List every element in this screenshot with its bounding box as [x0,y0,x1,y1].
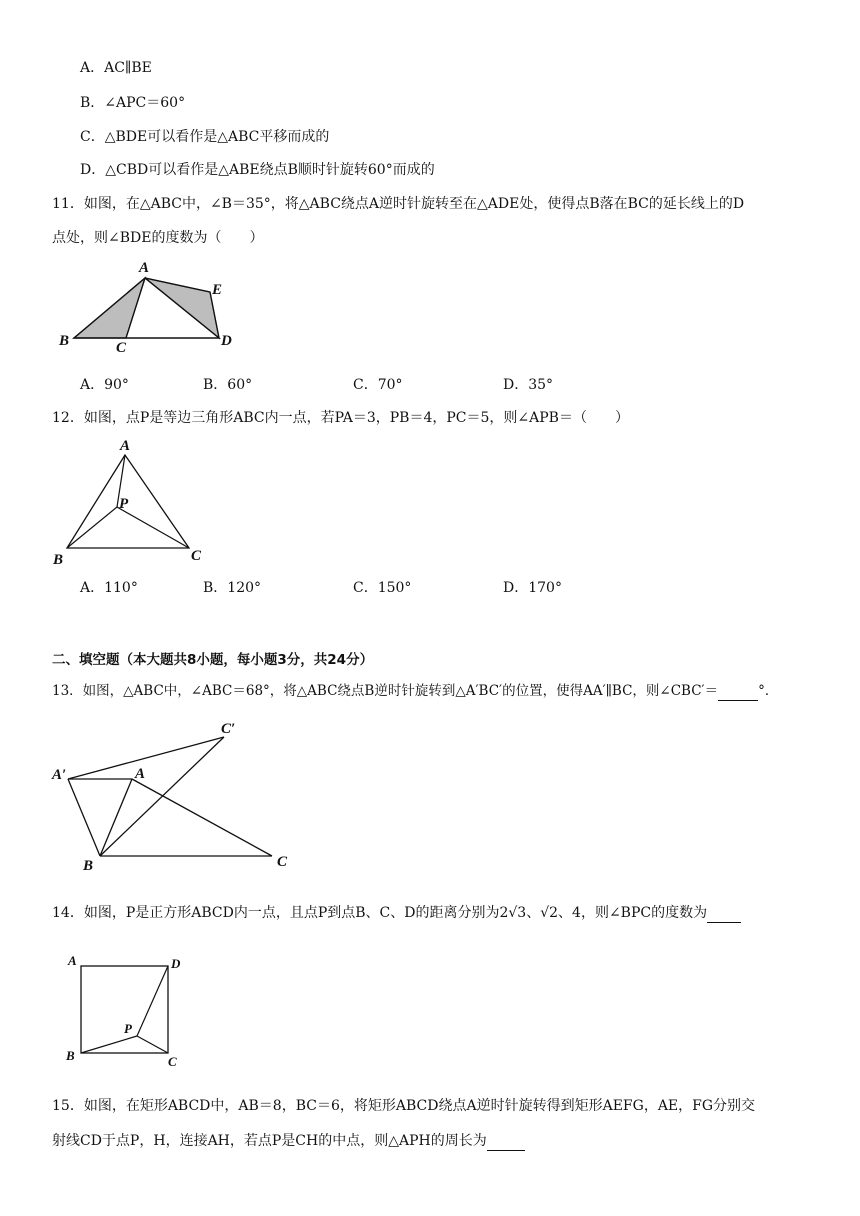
q13-label-a: A [135,766,146,782]
q14-label-d: D [171,956,181,971]
section-heading: 二、填空题（本大题共8小题，每小题3分，共24分） [52,652,374,668]
q15-text-line1: 15．如图，在矩形ABCD中，AB＝8，BC＝6，将矩形ABCD绕点A逆时针旋转得到矩形AEFG，AE，FG分别交 [52,1098,756,1114]
q12-option-b: B．120° [203,580,262,596]
q13-label-c: C [277,854,288,870]
q12-option-a: A．110° [80,580,138,596]
q15-text-line2-body: 射线CD于点P，H，连接AH，若点P是CH的中点，则△APH的周长为 [52,1133,487,1149]
q15-text-line2 [52,1130,525,1151]
q10-option-d: D．△CBD可以看作是△ABE绕点B顺时针旋转60°而成的 [80,162,435,178]
q13-label-c-prime: C′ [221,721,236,737]
q11-label-a: A [139,260,150,276]
q12-option-d: D．170° [503,580,562,596]
q15-answer-blank[interactable] [487,1130,525,1151]
q12-label-c: C [191,548,202,564]
q12-label-p: P [119,496,129,512]
q11-label-b: B [59,333,70,349]
q13-label-b: B [83,858,94,874]
q10-option-c: C．△BDE可以看作是△ABC平移而成的 [80,129,330,145]
q12-text: 12．如图，点P是等边三角形ABC内一点，若PA＝3，PB＝4，PC＝5，则∠APB＝（ ） [52,410,629,426]
q11-text-line2: 点处，则∠BDE的度数为（ ） [52,230,264,246]
q11-label-c: C [116,340,127,356]
q11-option-a: A．90° [80,377,129,393]
q14-label-a: A [68,953,77,968]
q13-text-before: 13．如图，△ABC中，∠ABC＝68°，将△ABC绕点B逆时针旋转到△A′BC′的位置，使得AA′∥BC，则∠CBC′＝ [52,683,719,699]
q12-option-c: C．150° [353,580,412,596]
q11-option-d: D．35° [503,377,554,393]
q11-label-d: D [221,333,232,349]
q14-text-body: 14．如图，P是正方形ABCD内一点，且点P到点B、C、D的距离分别为2√3、√2、4，则∠BPC的度数为 [52,905,708,921]
q11-text-line1: 11．如图，在△ABC中，∠B＝35°，将△ABC绕点A逆时针旋转至在△ADE处，使得点B落在BC的延长线上的D [52,196,745,212]
q12-label-b: B [53,552,64,568]
q13-text-after: °． [758,683,779,699]
q10-option-b: B．∠APC＝60° [80,95,186,111]
q11-label-e: E [212,282,223,298]
q13-label-a-prime: A′ [52,767,67,783]
q11-option-c: C．70° [353,377,403,393]
q14-label-b: B [66,1048,75,1063]
q14-label-c: C [168,1054,177,1069]
q10-option-a: A．AC∥BE [80,60,152,76]
q14-label-p: P [124,1021,132,1036]
q11-option-b: B．60° [203,377,253,393]
q12-label-a: A [120,438,131,454]
